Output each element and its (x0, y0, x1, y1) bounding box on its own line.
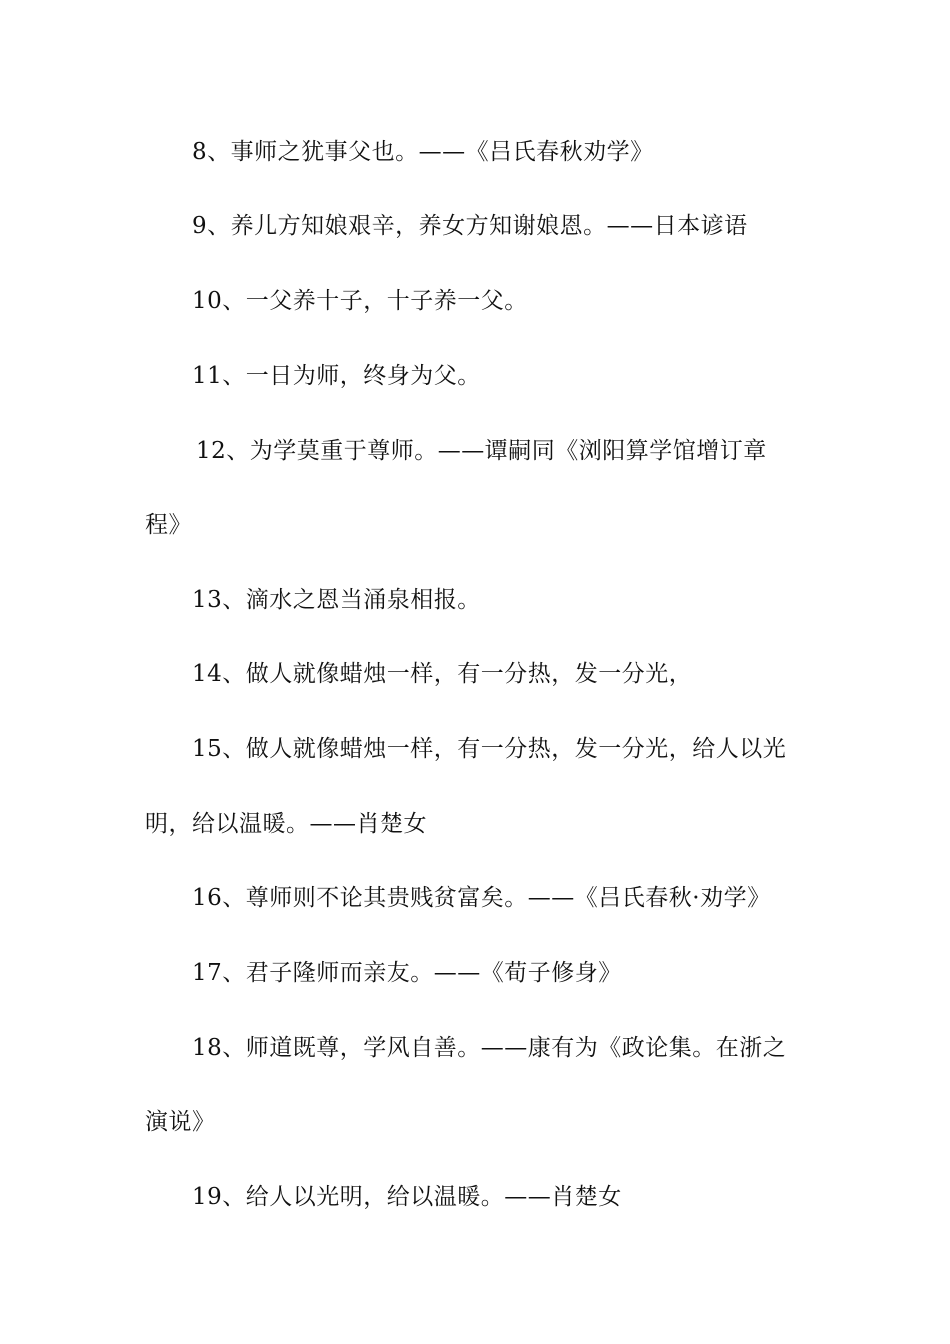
quote-line-18-continued: 演说》 (145, 1109, 216, 1135)
quote-line-12-continued: 程》 (145, 512, 192, 538)
quote-line-15-continued: 明，给以温暖。——肖楚女 (145, 811, 427, 837)
quote-line-12: 12、为学莫重于尊师。——谭嗣同《浏阳算学馆增订章 (196, 438, 767, 464)
quote-line-17: 17、君子隆师而亲友。——《荀子修身》 (192, 960, 622, 986)
quote-line-19: 19、给人以光明，给以温暖。——肖楚女 (192, 1184, 622, 1210)
quote-line-16: 16、尊师则不论其贵贱贫富矣。——《吕氏春秋·劝学》 (192, 885, 771, 911)
quote-line-15: 15、做人就像蜡烛一样，有一分热，发一分光，给人以光 (192, 736, 787, 762)
quote-line-8: 8、事师之犹事父也。——《吕氏春秋劝学》 (192, 139, 654, 165)
quote-line-10: 10、一父养十子，十子养一父。 (192, 288, 528, 314)
quote-line-11: 11、一日为师，终身为父。 (192, 363, 481, 389)
quote-line-13: 13、滴水之恩当涌泉相报。 (192, 587, 481, 613)
quote-line-14: 14、做人就像蜡烛一样，有一分热，发一分光， (192, 661, 693, 687)
quote-line-9: 9、养儿方知娘艰辛，养女方知谢娘恩。——日本谚语 (192, 213, 748, 239)
quote-line-18: 18、师道既尊，学风自善。——康有为《政论集。在浙之 (192, 1035, 787, 1061)
